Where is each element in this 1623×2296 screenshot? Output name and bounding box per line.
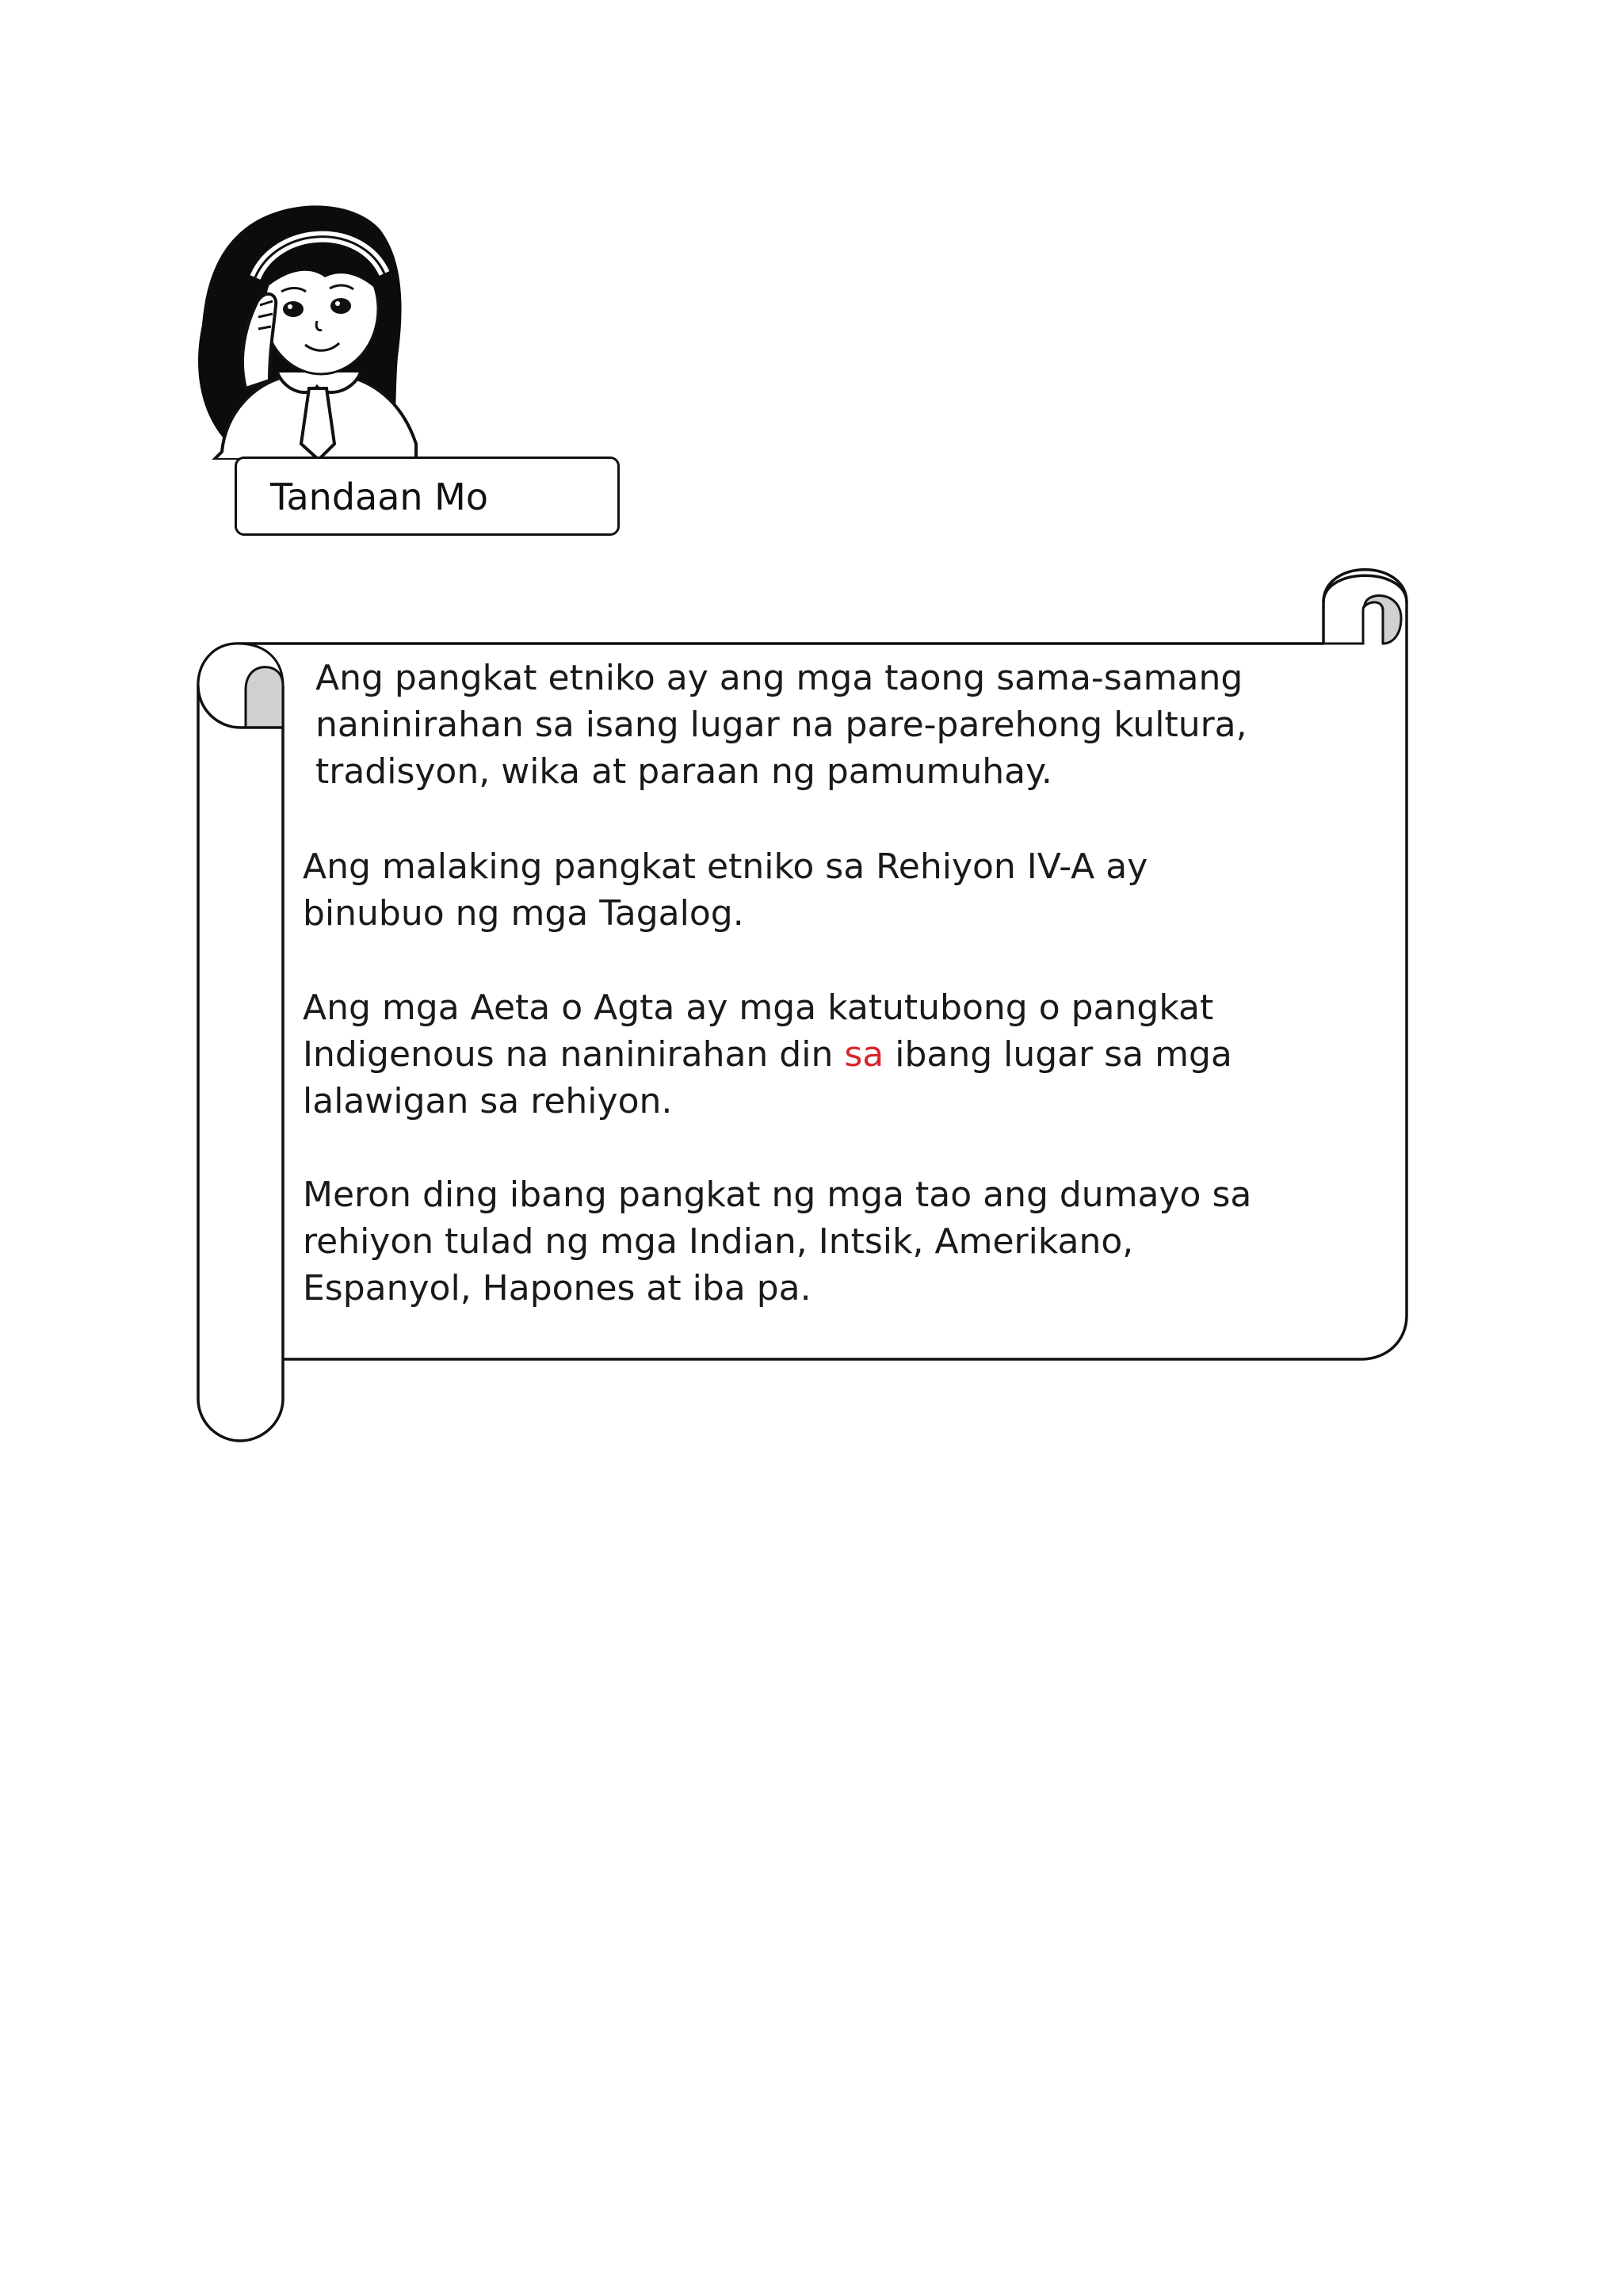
paragraph-4-line-1: Meron ding ibang pangkat ng mga tao ang dumayo sa (303, 1175, 1252, 1215)
paragraph-3-line-2-end: ibang lugar sa mga (884, 1034, 1232, 1075)
paragraph-4-line-3: Espanyol, Hapones at iba pa. (303, 1268, 812, 1308)
paragraph-3 (303, 984, 1232, 1125)
paragraph-3-line-2 (303, 1031, 1232, 1078)
paragraph-3-line-1: Ang mga Aeta o Agta ay mga katutubong o pangkat (303, 988, 1214, 1028)
section-label: Tandaan Mo (270, 476, 489, 518)
paragraph-1-line-3: tradisyon, wika at paraan ng pamumuhay. (315, 751, 1052, 792)
paragraph-2-line-1: Ang malaking pangkat etniko sa Rehiyon IV-A ay (303, 846, 1148, 887)
paragraph-4-line-2: rehiyon tulad ng mga Indian, Intsik, Amerikano, (303, 1221, 1134, 1262)
paragraph-3-line-2-start: Indigenous na naninirahan din (303, 1034, 845, 1075)
paragraph-2-line-2: binubuo ng mga Tagalog. (303, 893, 744, 934)
paragraph-1-line-2: naninirahan sa isang lugar na pare-parehong kultura, (315, 705, 1247, 745)
paragraph-3-line-3: lalawigan sa rehiyon. (303, 1081, 673, 1121)
paragraph-2 (303, 843, 1148, 937)
paragraph-1 (315, 655, 1247, 795)
paragraph-4 (303, 1171, 1251, 1312)
highlighted-word: sa (844, 1034, 884, 1075)
paragraph-1-line-1: Ang pangkat etniko ay ang mga taong sama-samang (315, 658, 1243, 698)
